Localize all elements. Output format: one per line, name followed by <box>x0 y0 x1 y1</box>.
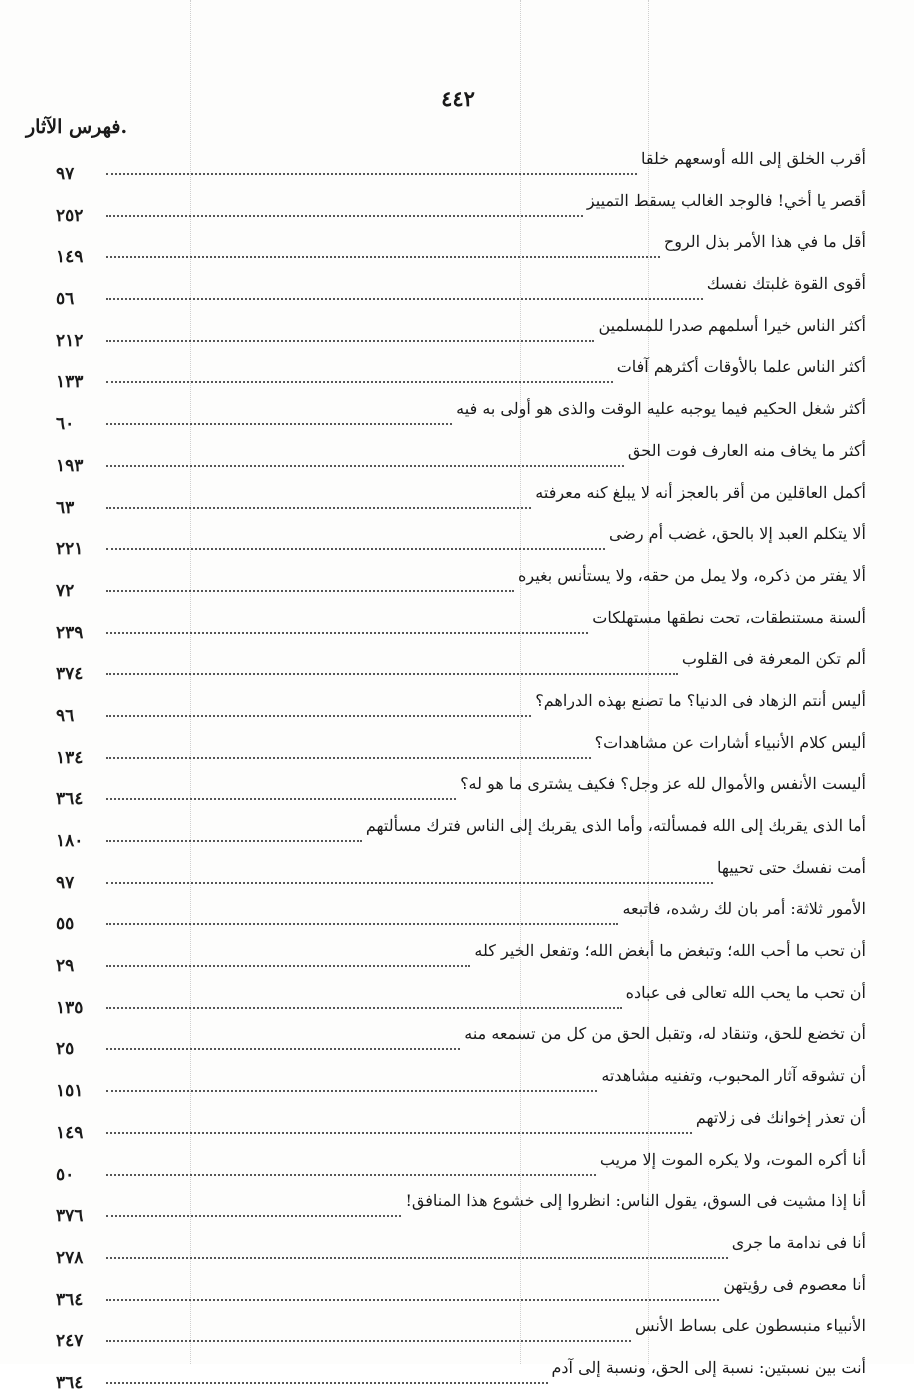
entry-text: أكثر الناس خيرا أسلمهم صدرا للمسلمين <box>598 315 866 335</box>
dot-leader <box>106 1048 460 1050</box>
entry-page-ref: ١٥١ <box>56 1081 84 1102</box>
dot-leader <box>106 590 514 592</box>
entry-page-ref: ٢٣٩ <box>56 622 84 643</box>
entry-page-ref: ٢٤٧ <box>56 1331 84 1352</box>
entry-page-ref: ٢٩ <box>56 956 75 977</box>
entry-text: أن تحب ما أحب الله؛ وتبغض ما أبغض الله؛ وتفعل الخير كله <box>474 941 866 961</box>
entry-text: أنا أكره الموت، ولا يكره الموت إلا مريب <box>599 1149 866 1169</box>
index-entry <box>56 812 866 854</box>
dot-leader <box>106 381 613 383</box>
index-entry <box>56 145 866 187</box>
entry-text: أمت نفسك حتى تحييها <box>716 857 866 877</box>
dot-leader <box>106 340 594 342</box>
entry-text: أكثر الناس علما بالأوقات أكثرهم آفات <box>616 357 866 377</box>
index-entry <box>56 562 866 604</box>
dot-leader <box>106 715 531 717</box>
section-title: .فهرس الآثار <box>26 116 128 138</box>
index-entry <box>56 187 866 229</box>
entry-text: أكمل العاقلين من أقر بالعجز أنه لا يبلغ كنه معرفته <box>535 482 866 502</box>
entry-text: أما الذى يقربك إلى الله فمسألته، وأما الذى يقربك إلى الناس فترك مسألتهم <box>365 816 866 835</box>
entry-text: ألا يفتر من ذكره، ولا يمل من حقه، ولا يستأنس بغيره <box>518 565 866 585</box>
dot-leader <box>106 256 660 258</box>
entry-text: أليس كلام الأنبياء أشارات عن مشاهدات؟ <box>594 732 866 752</box>
index-entry <box>56 645 866 687</box>
dot-leader <box>106 507 531 509</box>
entry-page-ref: ٥٥ <box>56 914 75 935</box>
dot-leader <box>106 673 678 675</box>
entry-page-ref: ٢١٢ <box>56 330 84 351</box>
dot-leader <box>106 1340 631 1342</box>
dot-leader <box>106 298 703 300</box>
index-entry <box>56 1312 866 1354</box>
entry-text: أليس أنتم الزهاد فى الدنيا؟ ما تصنع بهذه الدراهم؟ <box>535 690 866 710</box>
entry-page-ref: ١٤٩ <box>56 1122 84 1143</box>
entry-page-ref: ٣٦٤ <box>56 789 84 810</box>
entry-text: أن تعذر إخوانك فى زلاتهم <box>695 1107 866 1127</box>
entry-page-ref: ٥٠ <box>56 1164 75 1185</box>
entry-text: أن تشوقه آثار المحبوب، وتفنيه مشاهدته <box>601 1066 866 1086</box>
dot-leader <box>106 632 588 634</box>
entry-page-ref: ٣٧٦ <box>56 1206 84 1227</box>
entry-page-ref: ١٩٣ <box>56 455 84 476</box>
entry-page-ref: ١٣٣ <box>56 372 84 393</box>
index-entry <box>56 270 866 312</box>
index-entry <box>56 687 866 729</box>
dot-leader <box>106 173 637 175</box>
entry-text: أقصر يا أخي! فالوجد الغالب يسقط التمييز <box>586 190 866 210</box>
dot-leader <box>106 1215 401 1217</box>
index-entry <box>56 1187 866 1229</box>
index-entry <box>56 729 866 771</box>
dot-leader <box>106 965 470 967</box>
index-entry <box>56 479 866 521</box>
entry-text: أنت بين نسبتين: نسبة إلى الحق، ونسبة إلى آدم <box>551 1357 866 1377</box>
index-entry <box>56 604 866 646</box>
index-entry <box>56 437 866 479</box>
entry-text: أقل ما في هذا الأمر بذل الروح <box>663 232 866 252</box>
entry-page-ref: ٦٣ <box>56 497 75 518</box>
entry-page-ref: ٥٦ <box>56 289 75 310</box>
entry-page-ref: ٢٢١ <box>56 539 84 560</box>
index-entry <box>56 228 866 270</box>
entry-page-ref: ١٣٥ <box>56 997 84 1018</box>
entry-page-ref: ١٤٩ <box>56 247 84 268</box>
entry-text: أن تحب ما يحب الله تعالى فى عباده <box>625 982 866 1002</box>
index-entry <box>56 1020 866 1062</box>
entry-page-ref: ٧٢ <box>56 580 75 601</box>
index-entry <box>56 1146 866 1188</box>
index-entry <box>56 520 866 562</box>
entry-page-ref: ٣٧٤ <box>56 664 84 685</box>
dot-leader <box>106 882 713 884</box>
index-entry <box>56 895 866 937</box>
entry-text: أنا فى ندامة ما جرى <box>731 1232 866 1252</box>
index-entry <box>56 854 866 896</box>
index-entry <box>56 395 866 437</box>
entry-text: ألا يتكلم العبد إلا بالحق، غضب أم رضى <box>608 524 866 544</box>
dot-leader <box>106 423 452 425</box>
entry-text: أقرب الخلق إلى الله أوسعهم خلقا <box>640 149 866 168</box>
entry-page-ref: ١٨٠ <box>56 831 84 851</box>
entry-page-ref: ٢٥ <box>56 1039 75 1060</box>
index-entry <box>56 979 866 1021</box>
index-entries <box>56 145 866 1396</box>
index-entry <box>56 1229 866 1271</box>
dot-leader <box>106 465 624 467</box>
dot-leader <box>106 1132 692 1134</box>
index-entry <box>56 312 866 354</box>
entry-page-ref: ٦٠ <box>56 414 75 435</box>
entry-text: الأمور ثلاثة: أمر بان لك رشده، فاتبعه <box>622 899 866 919</box>
entry-text: أنا إذا مشيت فى السوق، يقول الناس: انظروا إلى خشوع هذا المنافق! <box>405 1191 866 1211</box>
dot-leader <box>106 757 591 759</box>
entry-text: أليست الأنفس والأموال لله عز وجل؟ فكيف يشترى ما هو له؟ <box>460 774 866 794</box>
entry-page-ref: ٢٧٨ <box>56 1247 84 1268</box>
entry-page-ref: ٣٦٤ <box>56 1372 84 1393</box>
index-entry <box>56 937 866 979</box>
dot-leader <box>106 548 605 550</box>
dot-leader <box>106 1174 596 1176</box>
entry-text: ألم تكن المعرفة فى القلوب <box>681 649 866 669</box>
dot-leader <box>106 923 618 925</box>
dot-leader <box>106 1382 548 1384</box>
entry-page-ref: ٩٧ <box>56 872 75 893</box>
entry-page-ref: ٣٦٤ <box>56 1289 84 1310</box>
dot-leader <box>106 1299 719 1301</box>
entry-text: أن تخضع للحق، وتنقاد له، وتقبل الحق من كل من تسمعه منه <box>464 1024 866 1044</box>
entry-page-ref: ٩٦ <box>56 705 75 726</box>
index-entry <box>56 1104 866 1146</box>
dot-leader <box>106 798 456 800</box>
page-number: ٤٤٢ <box>441 86 475 111</box>
entry-text: أكثر شغل الحكيم فيما يوجبه عليه الوقت والذى هو أولى به فيه <box>456 399 866 419</box>
entry-text: ألسنة مستنطقات، تحت نطقها مستهلكات <box>592 607 866 627</box>
index-entry <box>56 1271 866 1313</box>
entry-page-ref: ١٣٤ <box>56 747 84 768</box>
index-entry <box>56 1354 866 1396</box>
dot-leader <box>106 840 362 842</box>
entry-page-ref: ٢٥٢ <box>56 205 84 226</box>
index-entry <box>56 1062 866 1104</box>
entry-text: أقوى القوة غلبتك نفسك <box>706 274 866 294</box>
dot-leader <box>106 215 583 217</box>
dot-leader <box>106 1007 622 1009</box>
entry-text: أكثر ما يخاف منه العارف فوت الحق <box>627 440 866 460</box>
entry-page-ref: ٩٧ <box>56 164 75 184</box>
index-entry <box>56 353 866 395</box>
index-entry <box>56 770 866 812</box>
dot-leader <box>106 1257 728 1259</box>
entry-text: الأنبياء منبسطون على بساط الأنس <box>634 1316 866 1336</box>
entry-text: أنا معصوم فى رؤيتهن <box>723 1274 866 1294</box>
dot-leader <box>106 1090 597 1092</box>
